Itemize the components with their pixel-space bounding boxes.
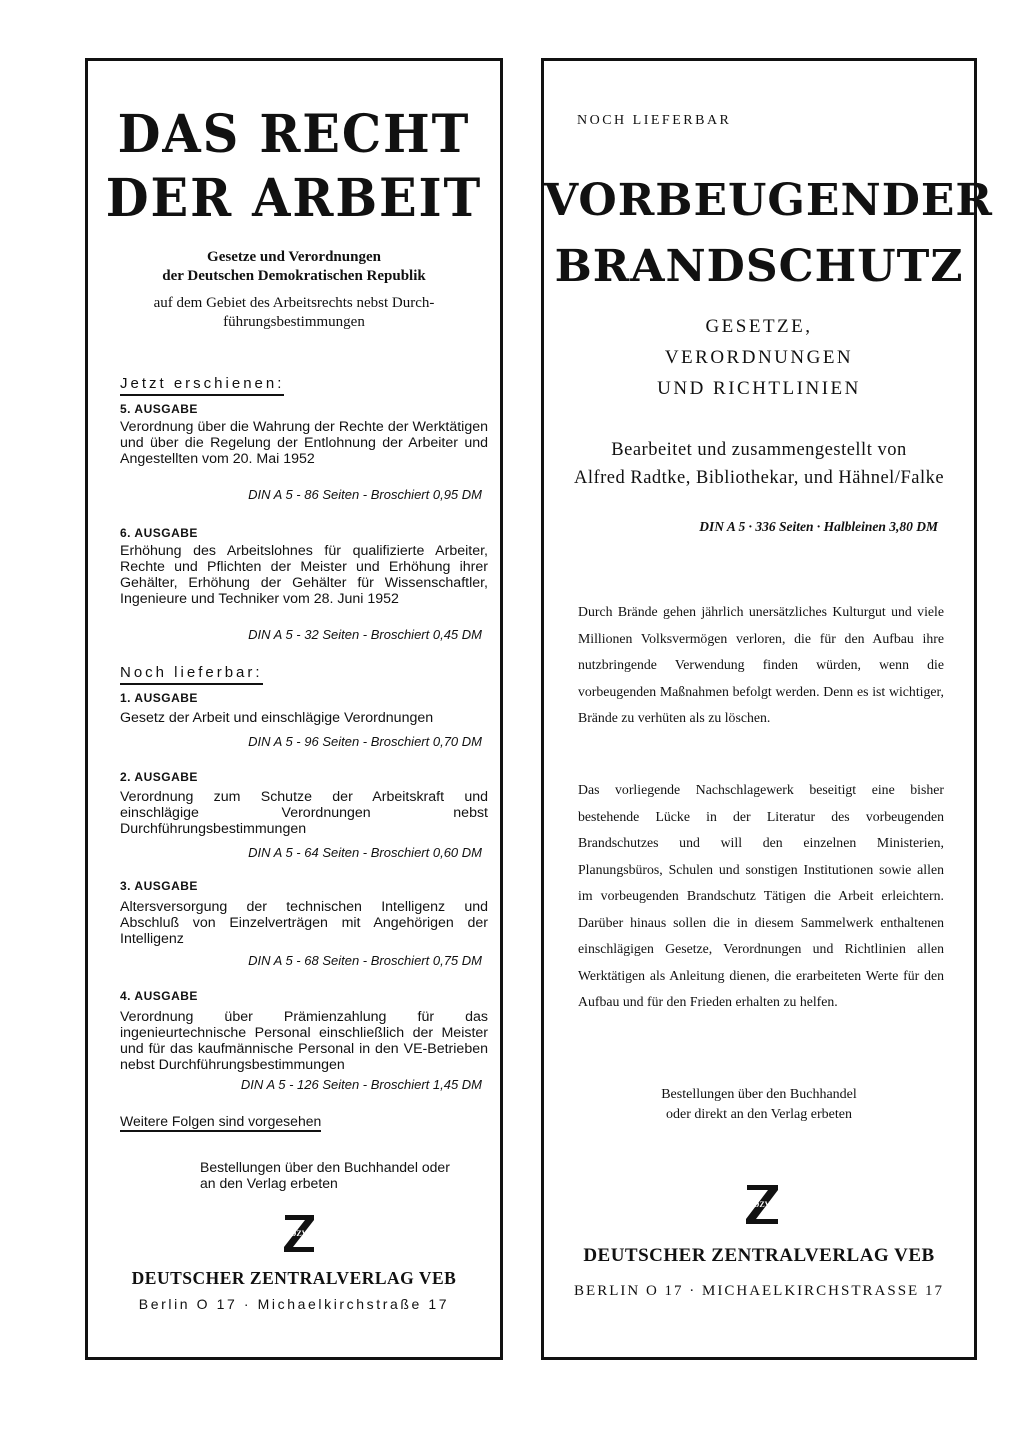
edition-description: Erhöhung des Arbeitslohnes für qualifizierte Arbeiter, Rechte und Pflichten der Meister und Erhöhung ihrer Gehälter, Erhöhung der Gehälter für Wissenschaftler, Ingenieure und Techniker vom 28. Juni 1952 [120,543,488,607]
edited-by-line2: Alfred Radtke, Bibliothekar, und Hähnel/Falke [573,468,945,488]
edition-specs: DIN A 5 - 68 Seiten - Broschiert 0,75 DM [248,953,482,968]
right-subtitle-line1: GESETZE, [705,316,813,337]
right-advertisement [541,58,993,1360]
svg-text:DZV: DZV [753,1200,771,1209]
left-publisher: DEUTSCHER ZENTRALVERLAG VEB [131,1268,457,1288]
noch-lieferbar-heading: Noch lieferbar: [120,664,263,685]
publisher-logo [281,1211,317,1255]
description-paragraph-1: Durch Brände gehen jährlich unersätzliches Kulturgut und viele Millionen Volksvermögen verloren, die für den Aufbau ihre nutzbringende Verwendung finden würden, wenn die vorbeugenden Maßnahmen befolgt werden. Denn es ist wichtiger, Brände zu verhüten als zu löschen. [578,604,944,725]
right-order-line2: oder direkt an den Verlag erbeten [666,1107,852,1122]
jetzt-erschienen-heading: Jetzt erschienen: [120,375,284,396]
right-subtitle-line2: VERORDNUNGEN [664,347,854,368]
edition-description: Gesetz der Arbeit und einschlägige Verordnungen [120,710,434,726]
right-subtitle-line3: UND RICHTLINIEN [657,378,861,399]
edition-specs: DIN A 5 - 96 Seiten - Broschiert 0,70 DM [248,734,482,749]
edition-specs: DIN A 5 - 86 Seiten - Broschiert 0,95 DM [248,487,482,502]
svg-text:DZV: DZV [290,1229,308,1238]
right-title-line1: VORBEUGENDER [544,175,993,226]
left-advertisement [85,58,503,1360]
edition-label: 1. AUSGABE [120,691,198,705]
left-address: Berlin O 17 · Michaelkirchstraße 17 [138,1296,450,1312]
left-order-line1: Bestellungen über den Buchhandel oder [200,1159,450,1175]
left-subtitle-line1: Gesetze und Verordnungen [207,249,381,265]
left-order-line2: an den Verlag erbeten [200,1175,338,1191]
right-publisher: DEUTSCHER ZENTRALVERLAG VEB [583,1245,935,1266]
edition-specs: DIN A 5 - 32 Seiten - Broschiert 0,45 DM [248,627,482,642]
edition-label: 4. AUSGABE [120,989,198,1003]
left-title-line1: DAS RECHT [117,104,471,165]
edition-description: Altersversorgung der technischen Intelligenz und Abschluß von Einzelverträgen mit Angehörigen der Intelligenz [120,899,488,947]
description-paragraph-2: Das vorliegende Nachschlagewerk beseitigt eine bisher bestehende Lücke in der Literatur des vorbeugenden Brandschutzes und will den einzelnen Ministerien, Planungsbüros, Schulen und sonstigen Institutionen sowie allen im vorbeugenden Brandschutz Tätigen die Arbeit erleichtern. Darüber hinaus sollen die in diesem Sammelwerk enthaltenen einschlägigen Gesetze, Verordnungen und Richtlinien allen Werktätigen als Anleitung dienen, die erarbeiteten Werte für den Aufbau und für den Frieden erhalten zu helfen. [578,782,944,1009]
edition-label: 3. AUSGABE [120,879,198,893]
further-volumes-note: Weitere Folgen sind vorgesehen [120,1113,321,1132]
edition-specs: DIN A 5 - 126 Seiten - Broschiert 1,45 DM [240,1077,482,1092]
edition-description: Verordnung über die Wahrung der Rechte der Werktätigen und über die Regelung der Entlohnung der Arbeiter und Angestellten vom 20. Mai 1952 [120,419,488,467]
publisher-logo [743,1181,781,1227]
edition-description: Verordnung über Prämienzahlung für das ingenieurtechnische Personal einschließlich der Meister und für das kaufmännische Personal in den VE-Betrieben nebst Durchführungsbestimmungen [120,1009,488,1073]
edition-label: 6. AUSGABE [120,526,198,540]
right-order-line1: Bestellungen über den Buchhandel [661,1087,857,1102]
right-title-line2: BRANDSCHUTZ [554,241,964,292]
left-subtitle-line4: führungsbestimmungen [223,314,365,330]
left-subtitle-line3: auf dem Gebiet des Arbeitsrechts nebst Durch- [153,295,435,311]
noch-lieferbar-label: NOCH LIEFERBAR [577,113,732,128]
edition-label: 5. AUSGABE [120,402,198,416]
left-subtitle-line2: der Deutschen Demokratischen Republik [162,268,426,284]
edited-by-line1: Bearbeitet und zusammengestellt von [611,440,907,460]
right-specs: DIN A 5 · 336 Seiten · Halbleinen 3,80 DM [699,519,938,534]
edition-specs: DIN A 5 - 64 Seiten - Broschiert 0,60 DM [248,845,482,860]
left-title-line2: DER ARBEIT [105,168,483,229]
right-address: BERLIN O 17 · MICHAELKIRCHSTRASSE 17 [574,1283,944,1299]
edition-description: Verordnung zum Schutze der Arbeitskraft und einschlägige Verordnungen nebst Durchführungsbestimmungen [120,789,488,837]
edition-label: 2. AUSGABE [120,770,198,784]
